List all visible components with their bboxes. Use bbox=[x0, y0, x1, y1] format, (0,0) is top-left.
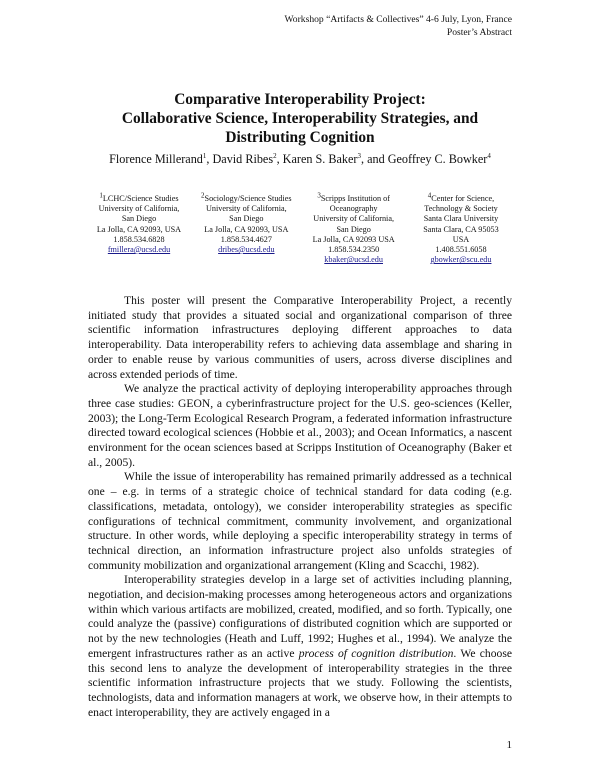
affiliation-1 bbox=[88, 191, 190, 265]
affiliation-phone: 1.858.534.2350 bbox=[328, 245, 380, 255]
affiliation-line: Sociology/Science Studies bbox=[204, 194, 292, 203]
affiliation-line: University of California, bbox=[205, 204, 287, 214]
author-sup: 4 bbox=[487, 151, 491, 160]
affiliation-phone: 1.858.534.6828 bbox=[113, 234, 165, 244]
affiliation-line: La Jolla, CA 92093, USA bbox=[96, 224, 182, 234]
affiliation-line: San Diego bbox=[336, 224, 371, 234]
header-workshop: Workshop “Artifacts & Collectives” 4-6 July, Lyon, France bbox=[284, 14, 512, 25]
author-list bbox=[0, 152, 600, 167]
abstract-body bbox=[88, 294, 512, 720]
header-poster: Poster’s Abstract bbox=[446, 27, 512, 38]
affiliation-line: Santa Clara, CA 95053 bbox=[423, 224, 499, 234]
affiliation-line: Oceanography bbox=[329, 204, 378, 214]
page-number: 1 bbox=[506, 739, 512, 751]
affiliation-phone: 1.858.534.4627 bbox=[220, 234, 272, 244]
affiliation-line: La Jolla, CA 92093 USA bbox=[312, 234, 395, 244]
affiliation-line: La Jolla, CA 92093, USA bbox=[204, 224, 289, 234]
affiliation-line: Center for Science, bbox=[431, 194, 495, 203]
paragraph-2: We analyze the practical activity of deploying interoperability approaches through three case studies: GEON, a cyberinfrastructure project for the U.S. geo-sciences (Keller, 2003); the Long-Term Ecological Research Program, a federated information infrastructure directed toward ecological sciences (Hobbie et al., 2003); and Ocean Informatics, a nascent environment for the ocean sciences based at Scripps Institution of Oceanography (Baker et al., 2005). bbox=[88, 382, 512, 469]
affiliation-3 bbox=[303, 191, 405, 265]
affiliation-2 bbox=[195, 191, 297, 265]
affiliation-line: LCHC/Science Studies bbox=[102, 194, 179, 203]
affiliation-email-link[interactable]: dribes@ucsd.edu bbox=[218, 245, 275, 255]
author-sup: 3 bbox=[357, 151, 361, 160]
affiliation-sup: 4 bbox=[427, 191, 432, 200]
author-separator: , bbox=[206, 152, 213, 166]
author-separator: , bbox=[276, 152, 283, 166]
affiliation-line: Technology & Society bbox=[424, 204, 498, 214]
affiliation-line: University of California, bbox=[313, 214, 395, 224]
author-name: David Ribes bbox=[212, 152, 274, 166]
affiliation-sup: 2 bbox=[201, 191, 205, 200]
affiliation-email-link[interactable]: gbowker@scu.edu bbox=[430, 255, 492, 265]
paragraph-1: This poster will present the Comparative Interoperability Project, a recently initiated study that provides a situated social and organizational comparison of three scientific information infrastructures deploying different approaches to data interoperability. Data interoperability refers to achieving data assemblage and sharing in order to enable reuse by various communities of users, across diverse disciplines and across extended periods of time. bbox=[88, 294, 512, 381]
affiliation-email-link[interactable]: kbaker@ucsd.edu bbox=[324, 255, 383, 265]
affiliation-line: USA bbox=[452, 234, 470, 244]
author-sup: 1 bbox=[202, 151, 207, 160]
affiliation-sup: 3 bbox=[317, 191, 321, 200]
affiliation-line: San Diego bbox=[229, 214, 264, 224]
affiliation-phone: 1.408.551.6058 bbox=[435, 245, 487, 255]
paragraph-3: While the issue of interoperability has remained primarily addressed as a technical one – e.g. in terms of a strategic choice of technical standard for data coding (e.g. classifications, metadata, ontology), we consider interoperability strategies as specific configurations of technical commitment, community involvement, and organizational structure. In other words, while deploying a specific interoperability strategy in terms of technical direction, an information infrastructure project also unfolds strategies of community mobilization and organizational arrangement (Kling and Scacchi, 1982). bbox=[88, 470, 512, 572]
title-line-1: Comparative Interoperability Project: bbox=[174, 91, 426, 108]
affiliation-email-link[interactable]: fmillera@ucsd.edu bbox=[107, 245, 171, 255]
running-header bbox=[285, 13, 512, 39]
title-line-3: Distributing Cognition bbox=[225, 129, 375, 146]
paragraph-4-part-b: . We choose this second lens to analyze the development of interoperability strategies in the three scientific information infrastructure projects that we study. Following the scientists, technologists, data and information managers at work, we observe how, in their attempts to enact interoperability, they are actively engaged in a bbox=[88, 646, 512, 719]
paragraph-4-part-a: Interoperability strategies develop in a large set of activities including planning, negotiation, and decision-making processes among heterogeneous actors and organizations within which various artifacts are mobilized, created, modified, and so forth. Typically, one could analyze the (passive) configurations of distributed cognition which are supported or not by the new technologies (Heath and Luff, 1992; Hughes et al., 1994). We analyze the emergent infrastructures rather as an active bbox=[88, 573, 512, 660]
author-separator: , and bbox=[360, 152, 388, 166]
author-name: Florence Millerand bbox=[109, 152, 203, 166]
affiliation-line: Scripps Institution of bbox=[320, 194, 390, 203]
author-sup: 2 bbox=[273, 151, 277, 160]
affiliations bbox=[88, 191, 512, 265]
paper-title bbox=[0, 90, 600, 147]
paragraph-4 bbox=[88, 573, 512, 720]
affiliation-line: University of California, bbox=[98, 204, 180, 214]
affiliation-sup: 1 bbox=[99, 191, 103, 200]
affiliation-4 bbox=[410, 191, 512, 265]
author-name: Karen S. Baker bbox=[282, 152, 358, 166]
affiliation-line: Santa Clara University bbox=[423, 214, 499, 224]
title-line-2: Collaborative Science, Interoperability Strategies, and bbox=[121, 110, 479, 127]
author-name: Geoffrey C. Bowker bbox=[387, 152, 488, 166]
paragraph-4-emphasis: process of cognition distribution bbox=[298, 646, 454, 660]
affiliation-line: San Diego bbox=[121, 214, 157, 224]
